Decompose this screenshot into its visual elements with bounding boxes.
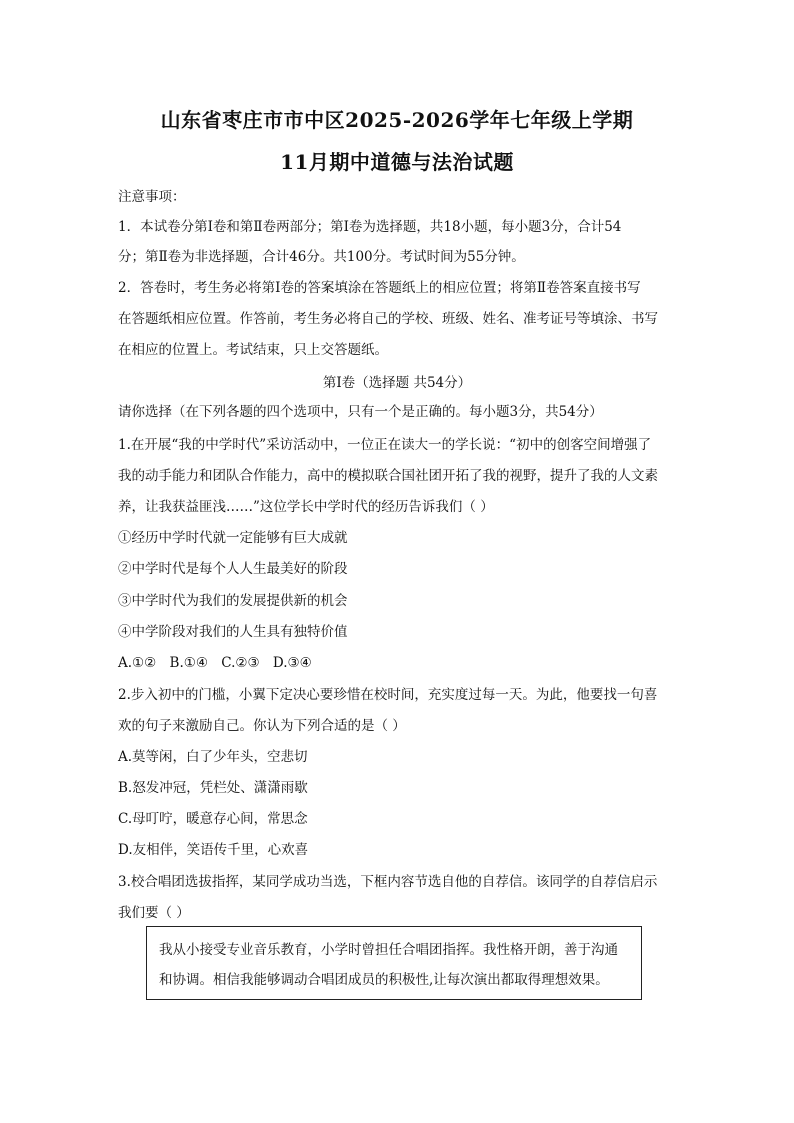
notice-item2-line2: 在答题纸相应位置。作答前，考生务必将自己的学校、班级、姓名、准考证号等填涂、书写: [118, 311, 658, 327]
section-title: 第Ⅰ卷（选择题 共54分）: [322, 375, 472, 391]
q2-stem-line2: 欢的句子来激励自己。你认为下列合适的是（ ）: [118, 718, 406, 734]
q1-option-b: B.①④: [169, 655, 208, 671]
exam-title-line1: 山东省枣庄市市中区2025-2026学年七年级上学期: [160, 108, 634, 132]
q1-option-a: A.①②: [118, 655, 157, 671]
q1-stem-line1: 1.在开展“我的中学时代”采访活动中，一位正在读大一的学长说：“初中的创客空间增强了: [118, 437, 652, 453]
q1-statement-3: ③中学时代为我们的发展提供新的机会: [118, 593, 348, 609]
q1-option-c: C.②③: [221, 655, 260, 671]
exam-title-line2: 11月期中道德与法治试题: [280, 150, 514, 174]
q3-stem-line2: 我们要（ ）: [118, 905, 190, 921]
q2-option-c: C.母叮咛，暖意存心间，常思念: [118, 811, 308, 827]
notice-item2-line3: 在相应的位置上。考试结束，只上交答题纸。: [118, 342, 388, 358]
q1-statement-1: ①经历中学时代就一定能够有巨大成就: [118, 530, 348, 546]
notice-item1-line1: 1．本试卷分第Ⅰ卷和第Ⅱ卷两部分；第Ⅰ卷为选择题，共18小题，每小题3分，合计54: [118, 219, 622, 235]
q2-option-d: D.友相伴，笑语传千里，心欢喜: [118, 842, 309, 858]
q3-box-line2: 和协调。相信我能够调动合唱团成员的积极性,让每次演出都取得理想效果。: [159, 972, 609, 988]
q3-box-line1: 我从小接受专业音乐教育，小学时曾担任合唱团指挥。我性格开朗，善于沟通: [159, 942, 618, 958]
q2-stem-line1: 2.步入初中的门槛，小翼下定决心要珍惜在校时间，充实度过每一天。为此，他要找一句喜: [118, 687, 658, 703]
q1-options: [118, 654, 678, 672]
notice-heading: 注意事项：: [118, 189, 186, 205]
notice-item1-line2: 分；第Ⅱ卷为非选择题，合计46分。共100分。考试时间为55分钟。: [118, 249, 525, 265]
q1-stem-line2: 我的动手能力和团队合作能力，高中的模拟联合国社团开拓了我的视野，提升了我的人文素: [118, 468, 658, 484]
q1-stem-line3: 养，让我获益匪浅……”这位学长中学时代的经历告诉我们（ ）: [118, 499, 494, 515]
q2-option-a: A.莫等闲，白了少年头，空悲切: [118, 749, 308, 765]
q1-option-d: D.③④: [272, 655, 312, 671]
notice-item2-line1: 2．答卷时，考生务必将第Ⅰ卷的答案填涂在答题纸上的相应位置；将第Ⅱ卷答案直接书写: [118, 280, 641, 296]
q3-stem-line1: 3.校合唱团选拔指挥，某同学成功当选，下框内容节选自他的自荐信。该同学的自荐信启示: [118, 874, 658, 890]
q3-quote-box: [146, 926, 642, 1000]
q2-option-b: B.怒发冲冠，凭栏处、潇潇雨歇: [118, 780, 308, 796]
q1-statement-2: ②中学时代是每个人人生最美好的阶段: [118, 561, 348, 577]
q1-statement-4: ④中学阶段对我们的人生具有独特价值: [118, 624, 348, 640]
section-instruction: 请你选择（在下列各题的四个选项中，只有一个是正确的。每小题3分，共54分）: [118, 404, 603, 420]
